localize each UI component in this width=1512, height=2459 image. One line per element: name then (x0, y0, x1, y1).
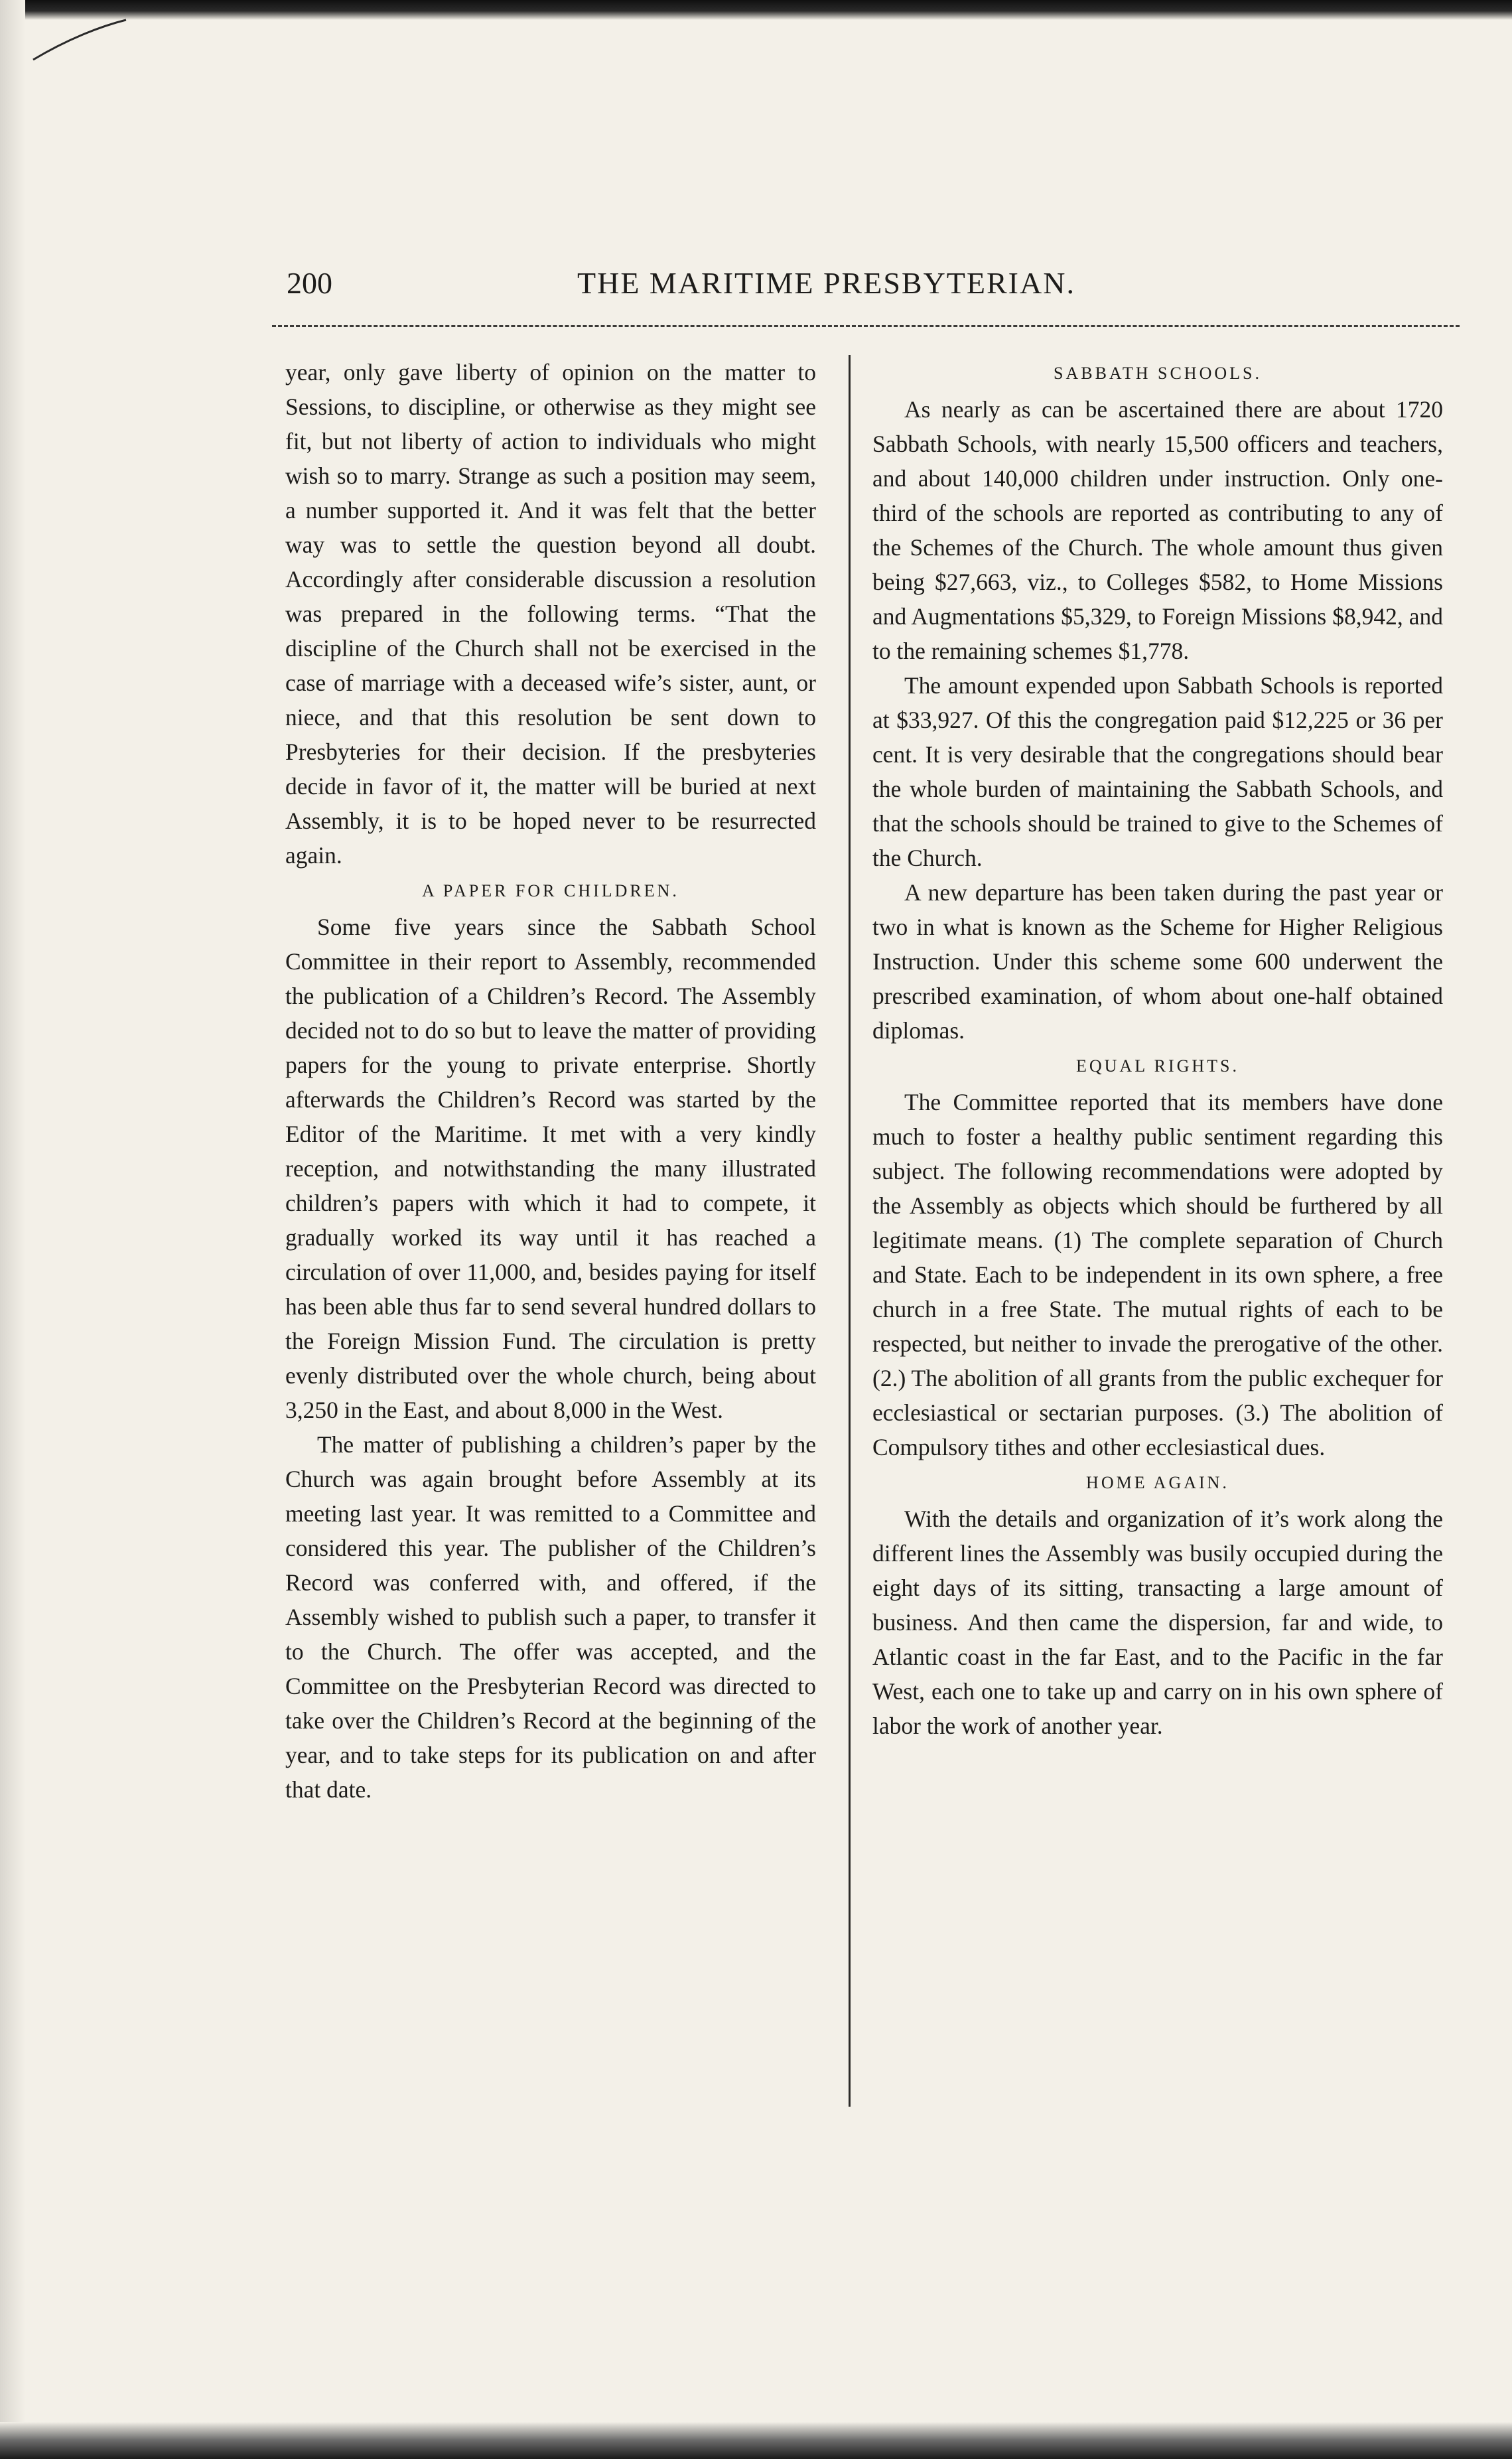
left-column (285, 355, 816, 1807)
paragraph-childrens-record-transfer: The matter of publishing a children’s paper by the Church was again brought before Assembly at its meeting last year. It was remitted to a Committee and considered this year. The publisher of the Children’s Record was conferred with, and offered, if the Assembly wished to publish such a paper, to transfer it to the Church. The offer was accepted, and the Committee on the Presbyterian Record was directed to take over the Children’s Record at the beginning of the year, and to take steps for its publication on and after that date. (285, 1431, 816, 1803)
header-rule (272, 325, 1460, 327)
paragraph-sabbath-statistics: As nearly as can be ascertained there are about 1720 Sabbath Schools, with nearly 15,500 officers and teachers, and about 140,000 children under instruction. Only one-third of the schools are reported as contributing to any of the Schemes of the Church. The whole amount thus given being $27,663, viz., to Colleges $582, to Home Missions and Augmentations $5,329, to Foreign Missions $8,942, and to the remaining schemes $1,778. (872, 396, 1443, 664)
section-heading-children: A PAPER FOR CHILDREN. (422, 881, 679, 900)
paragraph-religious-instruction: A new departure has been taken during the past year or two in what is known as the Scheme for Higher Religious Instruction. Under this scheme some 600 underwent the prescribed examination, of whom about one-half obtained diplomas. (872, 879, 1443, 1044)
page-number: 200 (287, 266, 332, 300)
section-heading-home-again: HOME AGAIN. (1086, 1473, 1229, 1492)
section-heading-equal-rights: EQUAL RIGHTS. (1075, 1056, 1240, 1076)
section-heading-sabbath-schools: SABBATH SCHOOLS. (1054, 364, 1262, 383)
scan-edge-top (0, 0, 1512, 20)
paragraph-marriage-resolution: year, only gave liberty of opinion on the matter to Sessions, to discipline, or otherwise as they might see fit, but not liberty of action to individuals who might wish so to marry. Strange as such a position may seem, a number supported it. And it was felt that the better way was to settle the question beyond all doubt. Accordingly after considerable discussion a resolution was prepared in the following terms. “That the discipline of the Church shall not be exercised in the case of marriage with a deceased wife’s sister, aunt, or niece, and that this resolution be sent down to Presbyteries for their decision. If the presbyteries decide in favor of it, the matter will be buried at next Assembly, it is to be hoped never to be resurrected again. (285, 359, 816, 869)
right-column (872, 355, 1443, 1743)
column-divider (849, 355, 851, 2107)
paragraph-equal-rights: The Committee reported that its members have done much to foster a healthy public sentiment regarding this subject. The following recommendations were adopted by the Assembly as objects which should be furthered by all legitimate means. (1) The complete separation of Church and State. Each to be independent in its own sphere, a free church in a free State. The mutual rights of each to be respected, but neither to invade the prerogative of the other. (2.) The abolition of all grants from the public exchequer for ecclesiastical or sectarian purposes. (3.) The abolition of Compulsory tithes and other ecclesiastical dues. (872, 1089, 1443, 1460)
page-curl-mark (27, 13, 133, 73)
scan-edge-bottom (0, 2422, 1512, 2459)
paragraph-sabbath-expenses: The amount expended upon Sabbath Schools is reported at $33,927. Of this the congregation paid $12,225 or 36 per cent. It is very desirable that the congregations should bear the whole burden of maintaining the Sabbath Schools, and that the schools should be trained to give to the Schemes of the Church. (872, 672, 1443, 871)
paragraph-childrens-record-history: Some five years since the Sabbath School Committee in their report to Assembly, recommended the publication of a Children’s Record. The Assembly decided not to do so but to leave the matter of providing papers for the young to private enterprise. Shortly afterwards the Children’s Record was started by the Editor of the Maritime. It met with a very kindly reception, and notwithstanding the many illustrated children’s papers with which it had to compete, it gradually worked its way until it has reached a circulation of over 11,000, and, besides paying for itself has been able thus far to send several hundred dollars to the Foreign Mission Fund. The circulation is pretty evenly distributed over the whole church, being about 3,250 in the East, and about 8,000 in the West. (285, 914, 816, 1423)
paragraph-home-again: With the details and organization of it’s work along the different lines the Assembly was busily occupied during the eight days of its sitting, transacting a large amount of business. And then came the dispersion, far and wide, to Atlantic coast in the far East, and to the Pacific in the far West, each one to take up and carry on in his own sphere of labor the work of another year. (872, 1506, 1443, 1739)
running-title: THE MARITIME PRESBYTERIAN. (577, 266, 1075, 300)
scan-edge-left (0, 0, 25, 2459)
